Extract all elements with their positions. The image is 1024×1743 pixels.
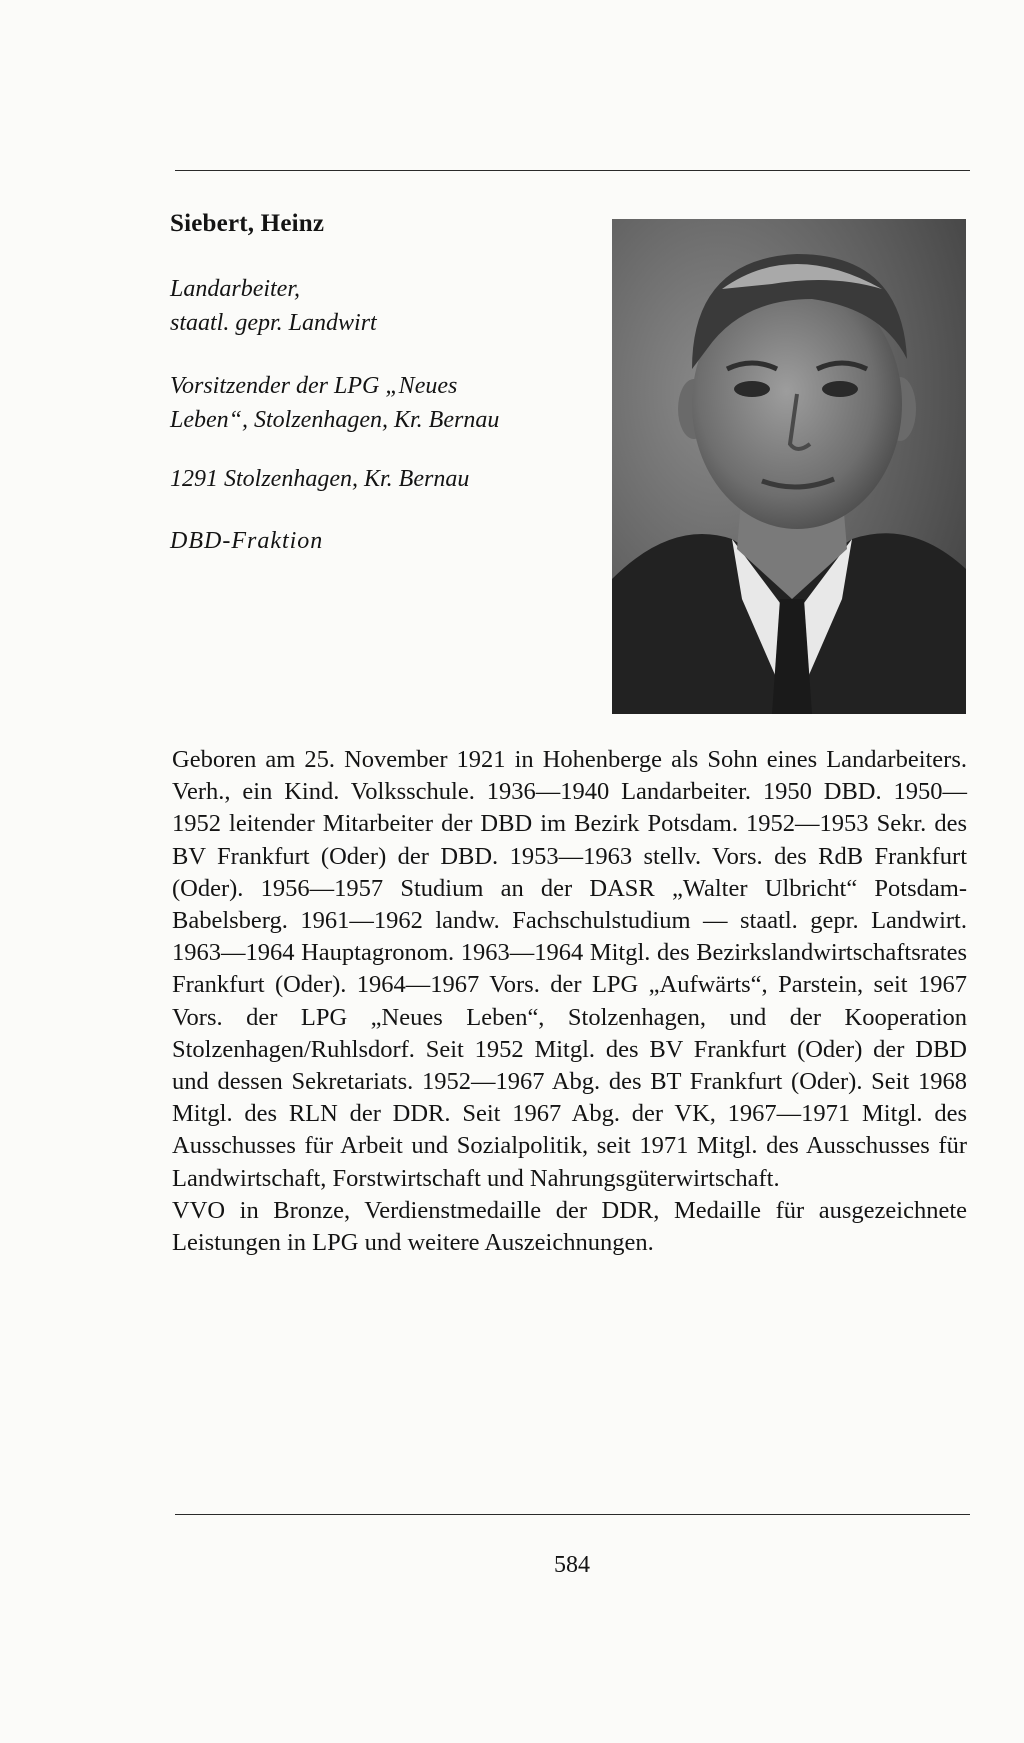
portrait-photo [612,219,966,714]
position-line: Vorsitzender der LPG „Neues [170,373,458,399]
faction: DBD-Fraktion [170,528,324,554]
biography [172,744,967,1259]
bottom-rule [175,1514,970,1515]
top-rule [175,170,970,171]
address: 1291 Stolzenhagen, Kr. Bernau [170,466,470,492]
occupation-line: Landarbeiter, [170,276,301,302]
position-line: Leben“, Stolzenhagen, Kr. Bernau [170,407,500,433]
occupation-line: staatl. gepr. Landwirt [170,310,377,336]
biography-text: Geboren am 25. November 1921 in Hohenberge als Sohn eines Landarbeiters. Verh., ein Kind. Volksschule. 1936—1940 Landarbeiter. 1950 DBD. 1950—1952 leitender Mitarbeiter der DBD im Bezirk Potsdam. 1952—1953 Sekr. des BV Frankfurt (Oder) der DBD. 1953—1963 stellv. Vors. des RdB Frankfurt (Oder). 1956—1957 Studium an der DASR „Walter Ulbricht“ Potsdam-Babelsberg. 1961—1962 landw. Fachschulstudium — staatl. gepr. Landwirt. 1963—1964 Hauptagronom. 1963—1964 Mitgl. des Bezirkslandwirtschaftsrates Frankfurt (Oder). 1964—1967 Vors. der LPG „Aufwärts“, Parstein, seit 1967 Vors. der LPG „Neues Leben“, Stolzenhagen, und der Kooperation Stolzenhagen/Ruhlsdorf. Seit 1952 Mitgl. des BV Frankfurt (Oder) der DBD und dessen Sekretariats. 1952—1967 Abg. des BT Frankfurt (Oder). Seit 1968 Mitgl. des RLN der DDR. Seit 1967 Abg. der VK, 1967—1971 Mitgl. des Ausschusses für Arbeit und Sozialpolitik, seit 1971 Mitgl. des Ausschusses für Landwirtschaft, Forstwirtschaft und Nahrungsgüterwirtschaft. [172,746,967,1192]
entry-name: Siebert, Heinz [170,210,325,237]
page-number: 584 [554,1552,590,1578]
position [170,369,499,437]
awards-text: VVO in Bronze, Verdienstmedaille der DDR, Medaille für ausgezeichnete Leistungen in LPG und weitere Auszeichnungen. [172,1196,967,1257]
occupation [170,272,377,340]
